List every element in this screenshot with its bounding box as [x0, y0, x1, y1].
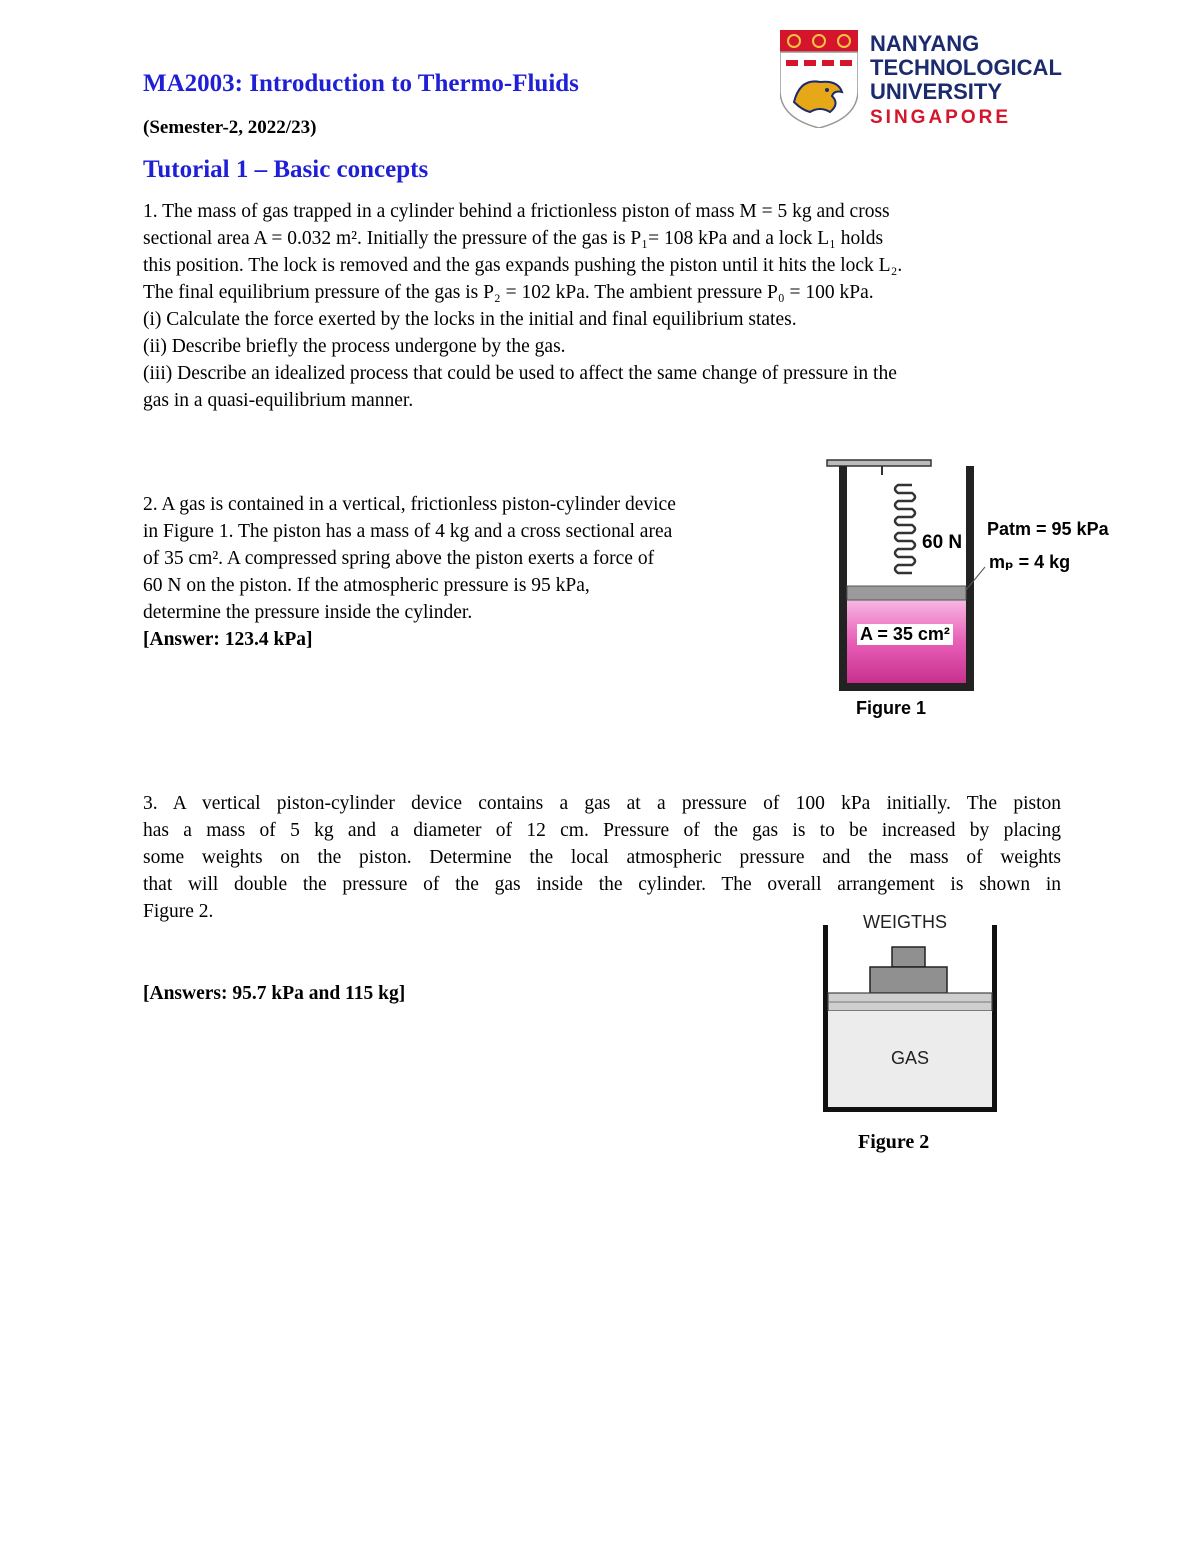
q3-line: that will double the pressure of the gas inside the cylinder. The overall arrangement is shown in [143, 874, 1061, 895]
question-1 [143, 198, 1063, 414]
q3-answer: [Answers: 95.7 kPa and 115 kg] [143, 983, 406, 1004]
large-weight [870, 967, 947, 993]
area-label: A = 35 cm² [857, 624, 953, 645]
q2-line: 2. A gas is contained in a vertical, frictionless piston-cylinder device [143, 494, 676, 515]
q1-line: (i) Calculate the force exerted by the locks in the initial and final equilibrium states. [143, 309, 797, 330]
figure-1 [822, 455, 1132, 725]
piston-mass-label: mₚ = 4 kg [989, 552, 1071, 572]
ntu-logo [780, 30, 1060, 130]
figure-2-diagram [815, 905, 1005, 1120]
logo-technological: TECHNOLOGICAL [870, 55, 1062, 80]
q3-line: Figure 2. [143, 901, 214, 922]
q1-line: gas in a quasi-equilibrium manner. [143, 390, 414, 411]
semester-label: (Semester-2, 2022/23) [143, 117, 317, 138]
q1-line: 1. The mass of gas trapped in a cylinder behind a frictionless piston of mass M = 5 kg and cross [143, 201, 890, 222]
q3-line: some weights on the piston. Determine the local atmospheric pressure and the mass of weights [143, 847, 1061, 868]
q1-line: this position. The lock is removed and the gas expands pushing the piston until it hits the lock L₂. [143, 255, 903, 276]
q2-line: 60 N on the piston. If the atmospheric pressure is 95 kPa, [143, 575, 590, 596]
logo-nanyang: NANYANG [870, 31, 980, 56]
q2-line: in Figure 1. The piston has a mass of 4 kg and a cross sectional area [143, 521, 673, 542]
figure-2 [815, 905, 1005, 1120]
spring-icon [895, 485, 915, 573]
figure-1-caption: Figure 1 [856, 698, 927, 718]
q1-line: sectional area A = 0.032 m². Initially the pressure of the gas is P₁= 108 kPa and a lock L₁ holds [143, 228, 884, 249]
figure-1-diagram [822, 455, 1132, 725]
small-weight [892, 947, 925, 967]
logo-singapore: SINGAPORE [870, 107, 1012, 128]
question-2 [143, 491, 803, 653]
weights-label: WEIGTHS [863, 912, 947, 932]
spring-force-label: 60 N [922, 532, 963, 553]
logo-university: UNIVERSITY [870, 79, 1003, 104]
q2-answer: [Answer: 123.4 kPa] [143, 629, 313, 650]
ntu-crest-icon [780, 30, 858, 128]
q2-line: of 35 cm². A compressed spring above the piston exerts a force of [143, 548, 655, 569]
q2-line: determine the pressure inside the cylinder. [143, 602, 473, 623]
q1-line: (ii) Describe briefly the process undergone by the gas. [143, 336, 566, 357]
patm-label: Patm = 95 kPa [987, 519, 1109, 539]
figure-2-caption: Figure 2 [858, 1131, 930, 1153]
tutorial-title: Tutorial 1 – Basic concepts [143, 156, 429, 183]
gas-label: GAS [891, 1048, 930, 1068]
q1-line: The final equilibrium pressure of the gas is P₂ = 102 kPa. The ambient pressure P₀ = 100 kPa. [143, 282, 874, 303]
q3-line: has a mass of 5 kg and a diameter of 12 cm. Pressure of the gas is to be increased by placing [143, 820, 1061, 841]
q1-line: (iii) Describe an idealized process that could be used to affect the same change of pressure in the [143, 363, 897, 384]
course-title: MA2003: Introduction to Thermo-Fluids [143, 70, 579, 97]
q3-line: 3. A vertical piston-cylinder device contains a gas at a pressure of 100 kPa initially. The piston [143, 793, 1061, 814]
